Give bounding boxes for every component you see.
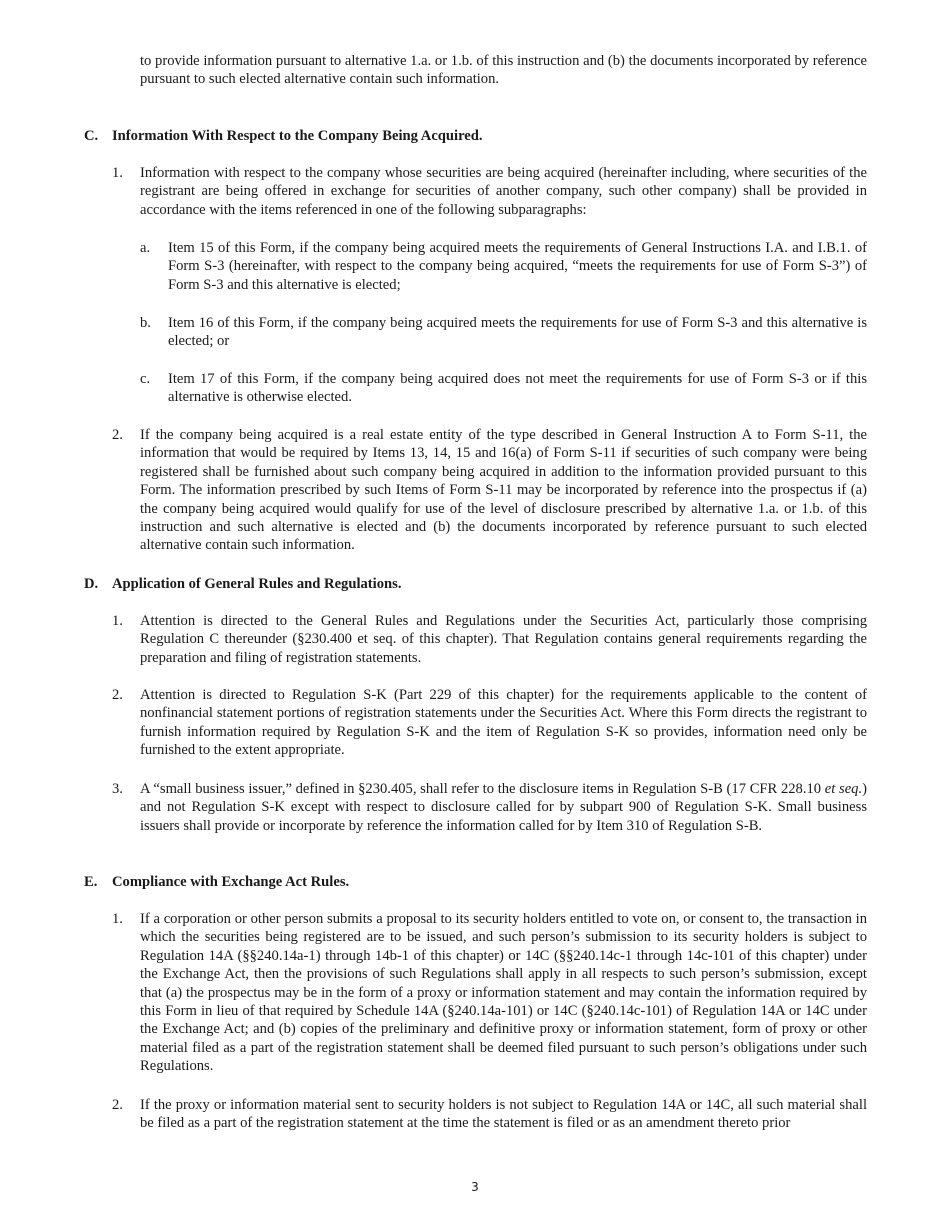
section-title: Application of General Rules and Regulations.: [112, 576, 402, 592]
section-c-subitem-c: [140, 370, 867, 407]
item-text: [140, 780, 867, 835]
section-d-item-1: [112, 612, 867, 667]
section-e-item-2: [112, 1096, 867, 1133]
item-number: 2.: [112, 687, 123, 703]
continuation-paragraph: to provide information pursuant to alternative 1.a. or 1.b. of this instruction and (b) the documents incorporated by reference pursuant to such elected alternative contain such information.: [140, 53, 867, 88]
section-letter: E.: [84, 874, 98, 890]
subitem-text: Item 16 of this Form, if the company being acquired meets the requirements for use of Form S-3 and this alternative is elected; or: [168, 315, 867, 350]
item-number: 2.: [112, 1097, 123, 1113]
item-text: If the company being acquired is a real estate entity of the type described in General Instruction A to Form S-11, the information that would be required by Items 13, 14, 15 and 16(a) of Form S-11 if securities of such company were being registered shall be furnished about such company being acquired in addition to the information provided pursuant to this Form. The information prescribed by such Items of Form S-11 may be incorporated by reference into the prospectus if (a) the company being acquired would qualify for use of the level of disclosure prescribed by alternative 1.a. or 1.b. of this instruction and such alternative is elected and (b) the documents incorporated by reference pursuant to such elected alternative contain such information.: [140, 427, 867, 554]
item-number: 1.: [112, 613, 123, 629]
section-c-subitem-a: [140, 239, 867, 294]
item-text: Attention is directed to Regulation S-K (Part 229 of this chapter) for the requirements applicable to the content of nonfinancial statement portions of registration statements under the Securities Act. Where this Form directs the registrant to furnish information required by Regulation S-K and the item of Regulation S-K so provides, information need only be furnished to the extent appropriate.: [140, 687, 867, 759]
subitem-text: Item 17 of this Form, if the company being acquired does not meet the requirements for use of Form S-3 or if this alternative is otherwise elected.: [168, 371, 867, 406]
subitem-letter: c.: [140, 371, 151, 387]
subitem-letter: b.: [140, 315, 151, 331]
page-number: 3: [471, 1180, 479, 1194]
section-title: Compliance with Exchange Act Rules.: [112, 874, 350, 890]
item-number: 3.: [112, 781, 123, 797]
item-text-part: A “small business issuer,” defined in §230.405, shall refer to the disclosure items in Regulation S-B (17 CFR 228.10: [140, 781, 825, 797]
section-d-item-2: [112, 686, 867, 760]
item-text: Information with respect to the company whose securities are being acquired (hereinafter including, where securities of the registrant are being offered in exchange for securities of another company, such other company) shall be provided in accordance with the items referenced in one of the following subparagraphs:: [140, 165, 867, 218]
section-letter: D.: [84, 576, 99, 592]
item-number: 2.: [112, 427, 123, 443]
item-number: 1.: [112, 911, 123, 927]
item-text: If the proxy or information material sent to security holders is not subject to Regulation 14A or 14C, all such material shall be filed as a part of the registration statement at the time the statement is filed or as an amendment thereto prior: [140, 1097, 867, 1132]
subitem-letter: a.: [140, 240, 151, 256]
section-e-item-1: [112, 910, 867, 1076]
section-c-item-1: [112, 164, 867, 219]
section-c-subitem-b: [140, 314, 867, 351]
section-c-item-2: [112, 426, 867, 555]
subitem-text: Item 15 of this Form, if the company being acquired meets the requirements of General Instructions I.A. and I.B.1. of Form S-3 (hereinafter, with respect to the company being acquired, “meets the requirements for use of Form S-3”) of Form S-3 and this alternative is elected;: [168, 240, 867, 293]
italic-citation: et seq.: [824, 781, 863, 797]
section-d-item-3: [112, 780, 867, 835]
item-number: 1.: [112, 165, 123, 181]
item-text-part: ) and not Regulation S-K except with respect to disclosure called for by subpart 900 of Regulation S-K. Small business issuers shall provide or incorporate by reference the information called for by Item 310 of Regulation S-B.: [140, 781, 867, 834]
section-title: Information With Respect to the Company Being Acquired.: [112, 128, 483, 144]
section-letter: C.: [84, 128, 99, 144]
item-text: If a corporation or other person submits a proposal to its security holders entitled to vote on, or consent to, the transaction in which the securities being registered are to be issued, and such person’s submission to its security holders is subject to Regulation 14A (§§240.14a-1) through 14b-1 of this chapter) or 14C (§§240.14c-1 through 14c-101 of this chapter) under the Exchange Act, then the provisions of such Regulations shall apply in all respects to such person’s submission, except that (a) the prospectus may be in the form of a proxy or information statement and may contain the information required by this Form in lieu of that required by Schedule 14A (§240.14a-101) or 14C (§240.14c-101) of Regulation 14A or 14C under the Exchange Act; and (b) copies of the preliminary and definitive proxy or information statement, form of proxy or other material filed as a part of the registration statement shall be deemed filed pursuant to such person’s obligations under such Regulations.: [140, 911, 867, 1075]
item-text: Attention is directed to the General Rules and Regulations under the Securities Act, particularly those comprising Regulation C thereunder (§230.400 et seq. of this chapter). That Regulation contains general requirements regarding the preparation and filing of registration statements.: [140, 613, 867, 666]
